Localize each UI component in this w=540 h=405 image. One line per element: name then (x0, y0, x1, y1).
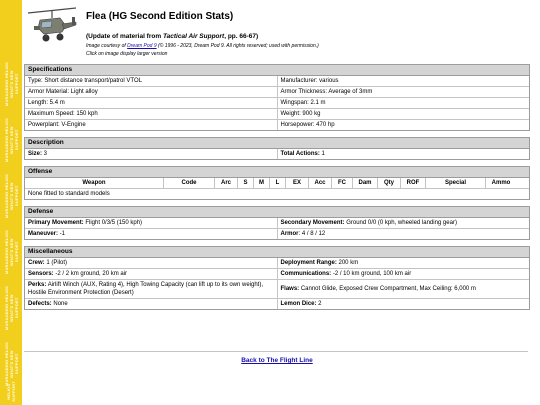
column-header: Ammo (485, 178, 516, 188)
table-row (25, 189, 529, 199)
section-heading: Specifications (25, 65, 529, 76)
spec-cell: Type: Short distance transport/patrol VTOL (28, 78, 142, 84)
spec-cell: Weight: 900 kg (277, 109, 530, 119)
column-header: M (253, 178, 269, 188)
update-note: (Update of material from Tactical Air Support, pp. 66-67) (86, 33, 259, 40)
defense-section (24, 206, 530, 240)
back-link-row (24, 357, 530, 364)
table-row (25, 87, 529, 98)
spec-cell: Manufacturer: various (277, 76, 530, 86)
flaws-cell: Flaws: Cannot Glide, Exposed Crew Compartment, Max Ceiling: 6,000 m (277, 280, 530, 298)
table-row (25, 76, 529, 87)
sidebar-link-4[interactable]: MARAUDING HELIOS WHAT'S NEW SUPPORT (3, 229, 19, 275)
column-header: Special (425, 178, 485, 188)
table-row (25, 218, 529, 229)
communications-cell: Communications: -2 / 10 km ground, 100 km air (277, 269, 530, 279)
table-row (25, 229, 529, 239)
miscellaneous-section (24, 246, 530, 310)
spec-cell: Horsepower: 470 hp (277, 120, 530, 130)
table-row (25, 280, 529, 299)
spec-cell: Powerplant: V-Engine (28, 122, 86, 128)
image-credit: Image courtesy of Dream Pod 9 (© 1996 - 2023, Dream Pod 9. All rights reserved; used with permission.) (86, 43, 319, 49)
crew-cell: Crew: 1 (Pilot) (28, 260, 68, 266)
table-row (25, 299, 529, 309)
deployment-range-cell: Deployment Range: 200 km (277, 258, 530, 268)
main-content (24, 0, 530, 364)
armor-cell: Armor: 4 / 8 / 12 (277, 229, 530, 239)
column-header: EX (285, 178, 308, 188)
lemon-dice-cell: Lemon Dice: 2 (277, 299, 530, 309)
secondary-movement-cell: Secondary Movement: Ground 0/0 (0 kph, wheeled landing gear) (277, 218, 530, 228)
table-row (25, 120, 529, 130)
spec-cell: Armor Thickness: Average of 3mm (277, 87, 530, 97)
column-header: ROF (400, 178, 425, 188)
column-header: Qty (377, 178, 400, 188)
section-heading: Offense (25, 167, 529, 178)
column-header: FC (331, 178, 352, 188)
defects-cell: Defects: None (28, 301, 68, 307)
sidebar-link-2[interactable]: MARAUDING HELIOS WHAT'S NEW SUPPORT (3, 117, 19, 163)
column-header: Dam (352, 178, 377, 188)
sidebar-link-1[interactable]: MARAUDING HELIOS WHAT'S NEW SUPPORT (3, 61, 19, 107)
sidebar-link-7[interactable]: HELIOS SUPPORT (6, 381, 16, 402)
table-row (25, 269, 529, 280)
section-heading: Defense (25, 207, 529, 218)
spec-cell: Length: 5.4 m (28, 100, 65, 106)
spec-cell: Armor Material: Light alloy (28, 89, 98, 95)
helicopter-image[interactable] (26, 4, 78, 48)
column-header: Weapon (82, 180, 106, 186)
sidebar-link-3[interactable]: MARAUDING HELIOS WHAT'S NEW SUPPORT (3, 173, 19, 219)
back-to-flight-line-link[interactable]: Back to The Flight Line (241, 357, 313, 364)
actions-cell: Total Actions: 1 (277, 149, 530, 159)
section-heading: Description (25, 138, 529, 149)
page-header (24, 0, 530, 64)
weapons-note: None fitted to standard models (28, 191, 110, 197)
column-header: Arc (214, 178, 237, 188)
dream-pod-9-link[interactable]: Dream Pod 9 (127, 43, 157, 49)
offense-section (24, 166, 530, 200)
source-book: Tactical Air Support (162, 33, 225, 40)
specifications-section (24, 64, 530, 131)
sidebar (0, 0, 22, 405)
page-title: Flea (HG Second Edition Stats) (86, 11, 234, 22)
size-cell: Size: 3 (28, 151, 48, 157)
maneuver-cell: Maneuver: -1 (28, 231, 66, 237)
weapons-header-row (25, 178, 529, 189)
sensors-cell: Sensors: -2 / 2 km ground, 20 km air (28, 271, 128, 277)
column-header: L (269, 178, 285, 188)
perks-cell: Perks: Airlift Winch (AUX, Rating 4), High Towing Capacity (can lift up to its own weight), Hostile Environment Protection (Desert) (28, 282, 264, 296)
column-header: S (237, 178, 253, 188)
table-row (25, 258, 529, 269)
column-header: Acc (308, 178, 331, 188)
sidebar-link-6[interactable]: MARAUDING HELIOS WHAT'S NEW SUPPORT (3, 341, 19, 387)
image-hint: Click on image display larger version (86, 51, 168, 57)
description-section (24, 137, 530, 160)
section-heading: Miscellaneous (25, 247, 529, 258)
table-row (25, 109, 529, 120)
primary-movement-cell: Primary Movement: Flight 0/3/5 (150 kph) (28, 220, 143, 226)
column-header: Code (163, 178, 214, 188)
table-row (25, 149, 529, 159)
sidebar-link-5[interactable]: MARAUDING HELIOS WHAT'S NEW SUPPORT (3, 285, 19, 331)
spec-cell: Maximum Speed: 150 kph (28, 111, 98, 117)
spec-cell: Wingspan: 2.1 m (277, 98, 530, 108)
divider (24, 351, 528, 352)
table-row (25, 98, 529, 109)
